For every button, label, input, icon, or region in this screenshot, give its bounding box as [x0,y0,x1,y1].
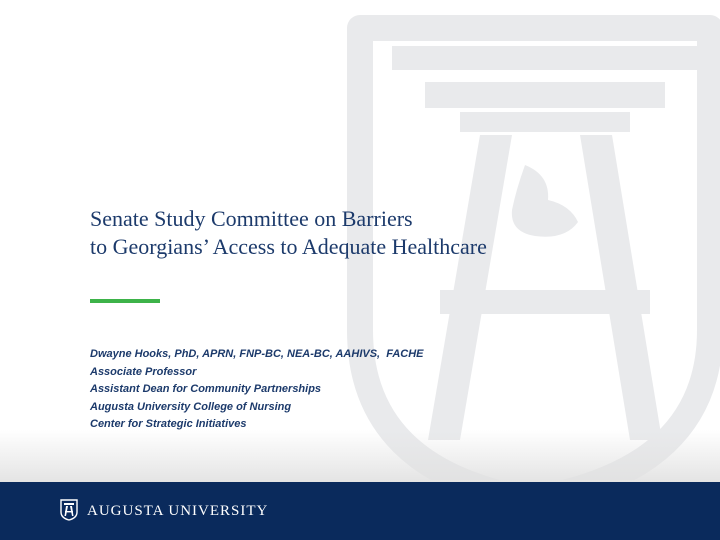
presenter-name: Dwayne Hooks, PhD, APRN, FNP-BC, NEA-BC, AAHIVS, FACHE [90,348,424,360]
presenter-college: Augusta University College of Nursing [90,400,292,413]
slide-title [90,205,487,261]
presenter-role: Assistant Dean for Community Partnerships [90,383,322,395]
shield-icon [60,499,78,521]
footer-fade [0,430,720,482]
presenter-title: Associate Professor [90,365,197,378]
presenter-info [90,346,424,434]
slide-title-line-2: to Georgians’ Access to Adequate Healthcare [90,234,487,259]
accent-divider [90,299,160,303]
university-logo-text: AUGUSTA UNIVERSITY [87,503,269,519]
slide-title-line-1: Senate Study Committee on Barriers [90,206,413,231]
presenter-center: Center for Strategic Initiatives [90,418,247,430]
